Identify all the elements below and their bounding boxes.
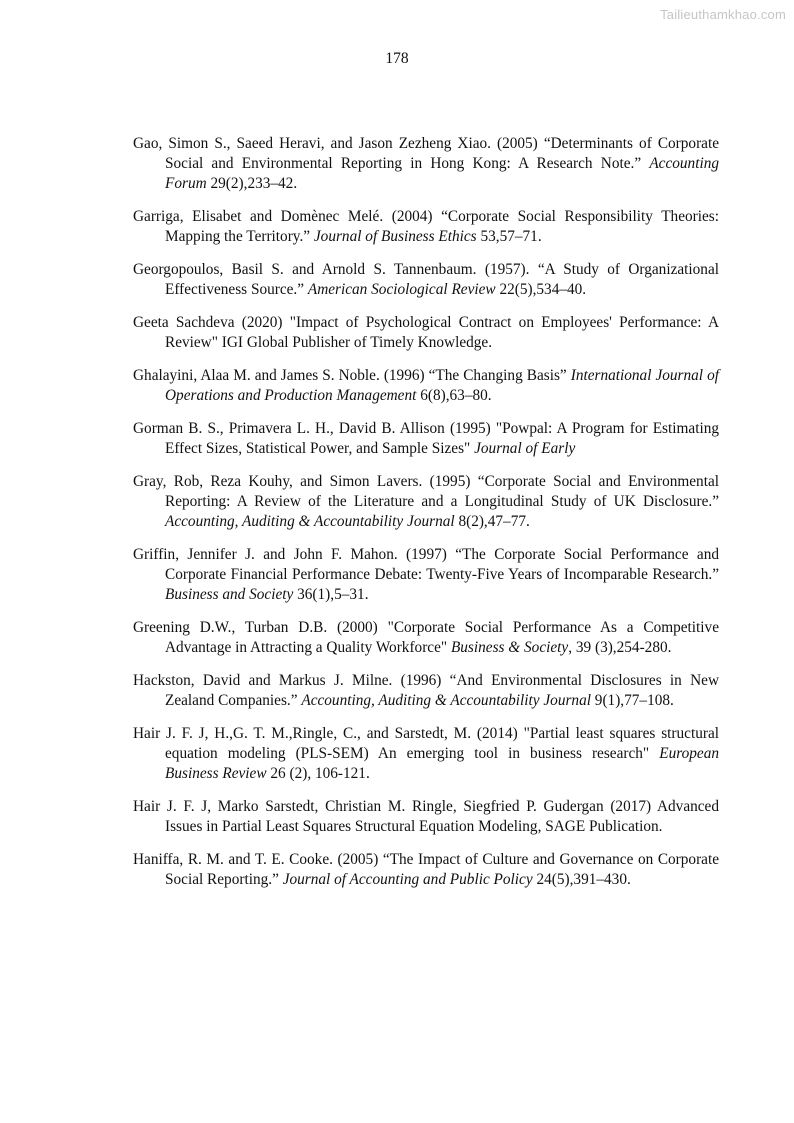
reference-entry: Geeta Sachdeva (2020) "Impact of Psychological Contract on Employees' Performance: A Review" IGI Global Publisher of Timely Knowledge. <box>133 314 719 351</box>
reference-entry: Hackston, David and Markus J. Milne. (1996) “And Environmental Disclosures in New Zealand Companies.” Accounting, Auditing & Accountability Journal 9(1),77–108. <box>133 672 719 709</box>
reference-entry: Griffin, Jennifer J. and John F. Mahon. (1997) “The Corporate Social Performance and Corporate Financial Performance Debate: Twenty-Five Years of Incomparable Research.” Business and Society 36(1),5–31. <box>133 546 719 603</box>
reference-entry: Gray, Rob, Reza Kouhy, and Simon Lavers. (1995) “Corporate Social and Environmental Reporting: A Review of the Literature and a Longitudinal Study of UK Disclosure.” Accounting, Auditing & Accountability Journal 8(2),47–77. <box>133 473 719 530</box>
reference-entry: Ghalayini, Alaa M. and James S. Noble. (1996) “The Changing Basis” International Journal of Operations and Production Management 6(8),63–80. <box>133 367 719 404</box>
reference-entry: Georgopoulos, Basil S. and Arnold S. Tannenbaum. (1957). “A Study of Organizational Effectiveness Source.” American Sociological Review 22(5),534–40. <box>133 261 719 298</box>
reference-list <box>133 134 719 903</box>
reference-entry: Haniffa, R. M. and T. E. Cooke. (2005) “The Impact of Culture and Governance on Corporate Social Reporting.” Journal of Accounting and Public Policy 24(5),391–430. <box>133 851 719 888</box>
reference-entry: Gorman B. S., Primavera L. H., David B. Allison (1995) "Powpal: A Program for Estimating Effect Sizes, Statistical Power, and Sample Sizes" Journal of Early <box>133 420 719 457</box>
reference-entry: Gao, Simon S., Saeed Heravi, and Jason Zezheng Xiao. (2005) “Determinants of Corporate Social and Environmental Reporting in Hong Kong: A Research Note.” Accounting Forum 29(2),233–42. <box>133 135 719 192</box>
reference-entry: Garriga, Elisabet and Domènec Melé. (2004) “Corporate Social Responsibility Theories: Mapping the Territory.” Journal of Business Ethics 53,57–71. <box>133 208 719 245</box>
reference-entry: Hair J. F. J, Marko Sarstedt, Christian M. Ringle, Siegfried P. Gudergan (2017) Advanced Issues in Partial Least Squares Structural Equation Modeling, SAGE Publication. <box>133 798 719 835</box>
watermark: Tailieuthamkhao.com <box>660 7 786 22</box>
reference-entry: Hair J. F. J, H.,G. T. M.,Ringle, C., and Sarstedt, M. (2014) "Partial least squares structural equation modeling (PLS-SEM) An emerging tool in business research" European Business Review 26 (2), 106-121. <box>133 725 719 782</box>
page-number: 178 <box>385 50 409 67</box>
reference-entry: Greening D.W., Turban D.B. (2000) "Corporate Social Performance As a Competitive Advantage in Attracting a Quality Workforce" Business & Society, 39 (3),254-280. <box>133 619 719 656</box>
